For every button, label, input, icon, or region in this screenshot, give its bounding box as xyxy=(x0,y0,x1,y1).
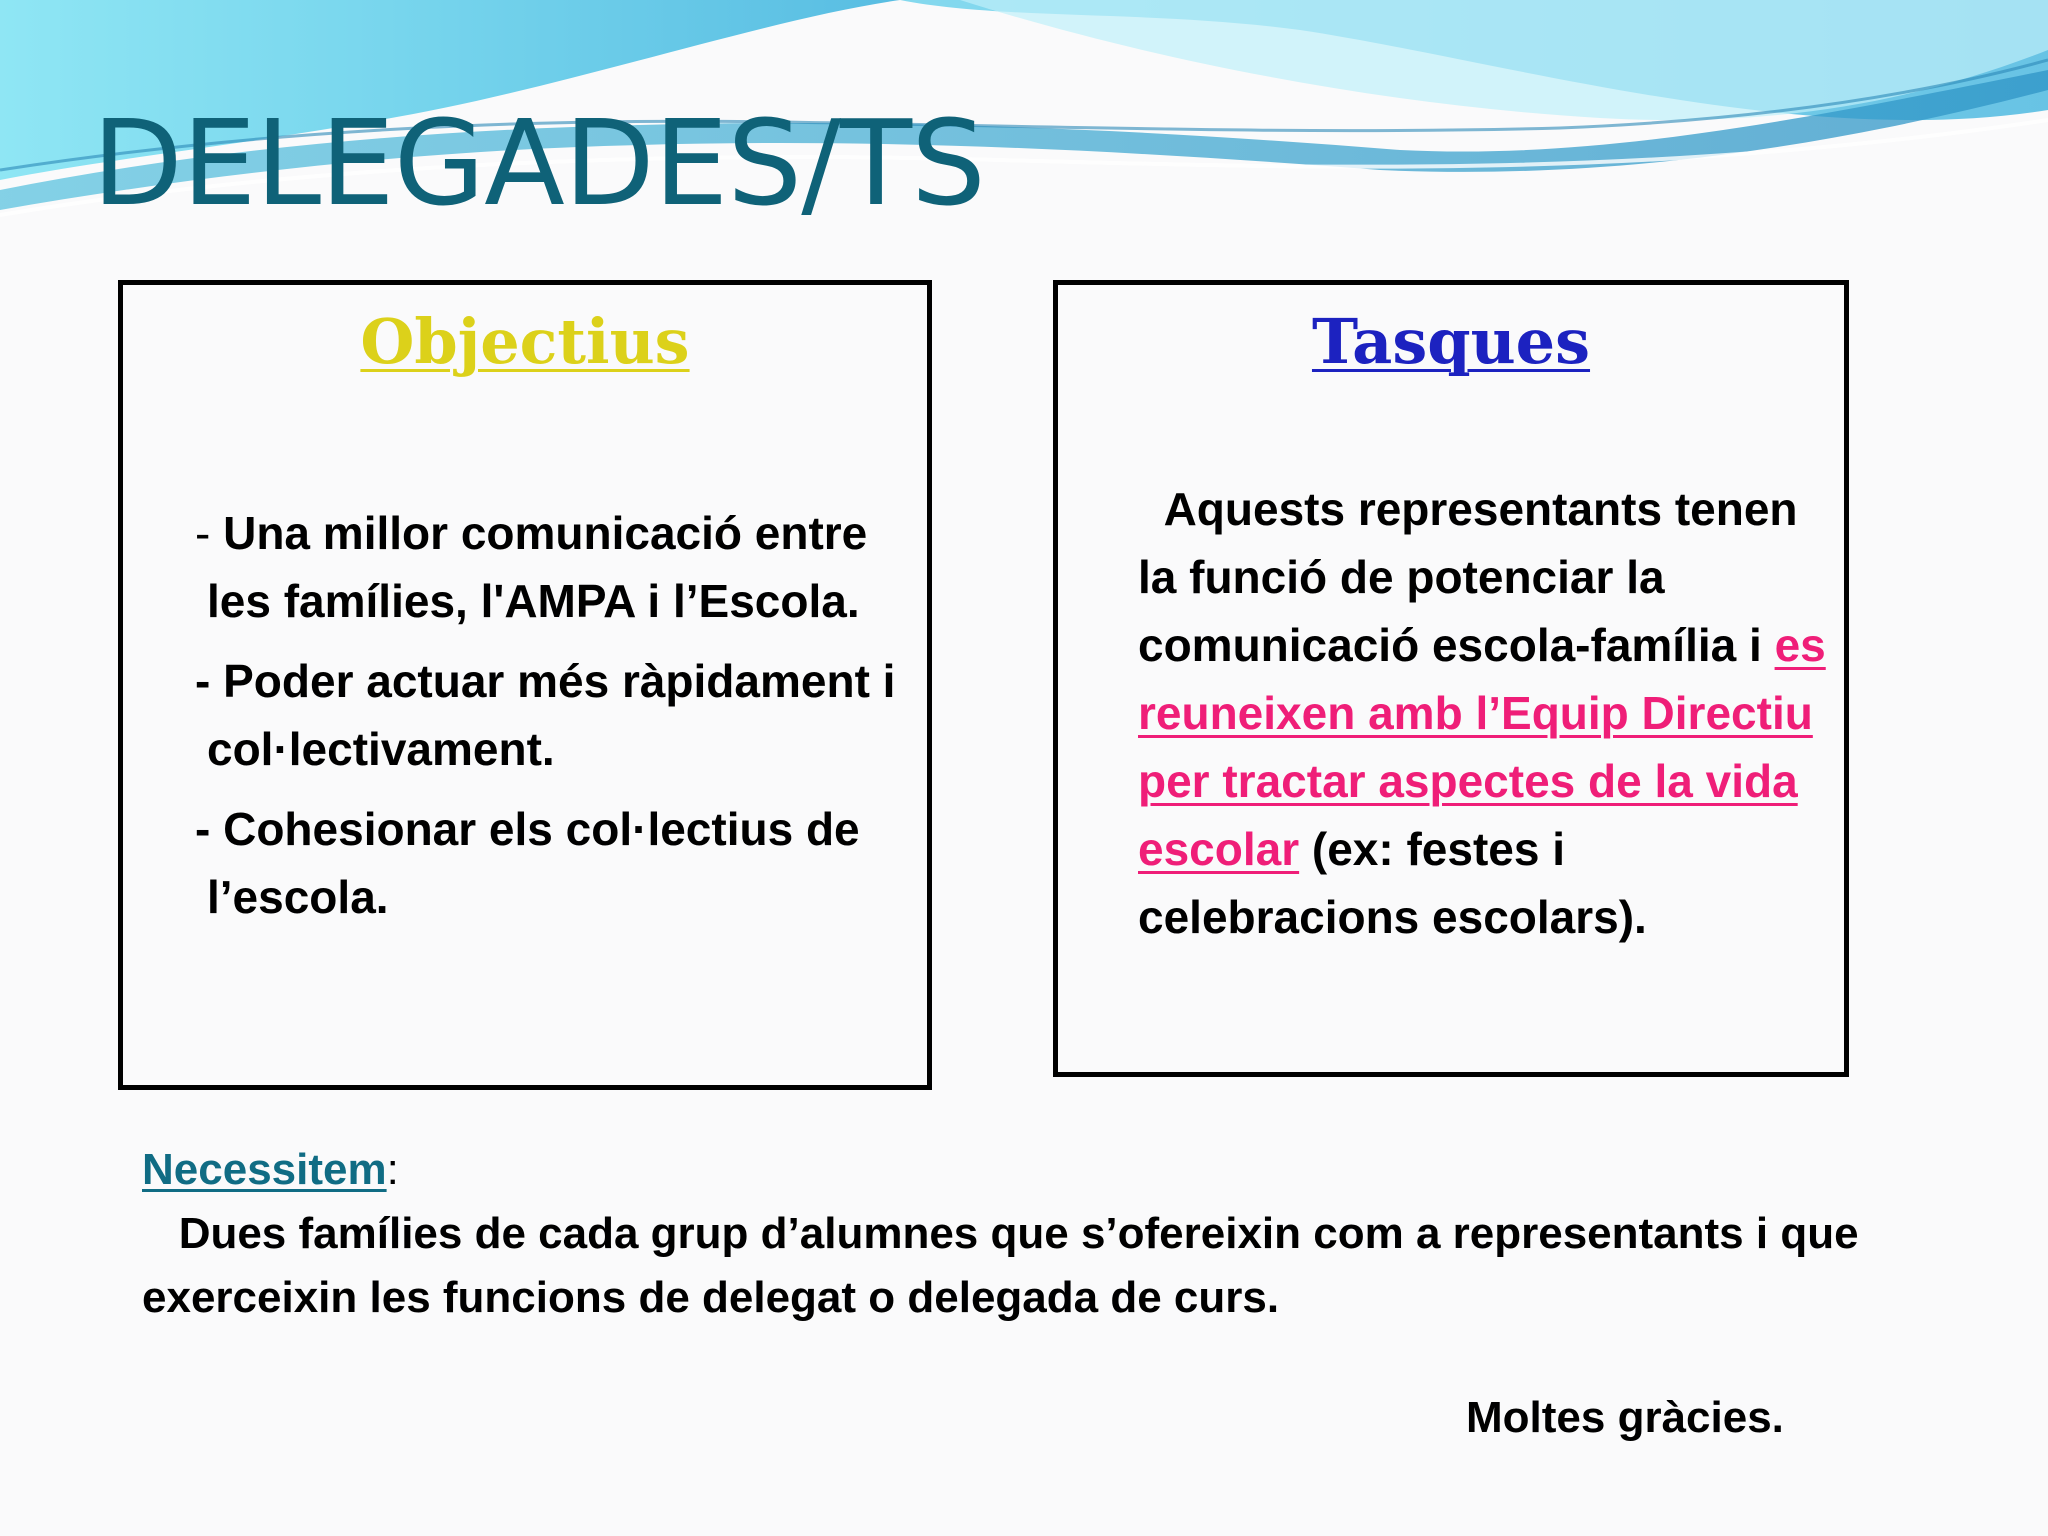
necessitem-section xyxy=(142,1138,1942,1330)
list-item: - Una millor comunicació entre les famílies, l'AMPA i l’Escola. xyxy=(195,507,868,627)
closing-text: Moltes gràcies. xyxy=(1466,1393,1784,1442)
list-item: - Cohesionar els col·lectius de l’escola. xyxy=(195,803,860,923)
necessitem-colon: : xyxy=(386,1145,399,1194)
slide-title: DELEGADES/TS xyxy=(92,94,985,232)
tasques-text-after: (ex: festes i celebracions escolars). xyxy=(1138,823,1647,943)
tasques-paragraph xyxy=(1138,475,1828,951)
necessitem-label: Necessitem xyxy=(142,1145,387,1194)
tasques-text-before: Aquests representants tenen la funció de potenciar la comunicació escola-família i xyxy=(1138,483,1798,671)
tasques-box xyxy=(1053,280,1849,1077)
objectius-list xyxy=(195,499,925,943)
tasques-highlight: es reuneixen amb l’Equip Directiu per tractar aspectes de la vida escolar xyxy=(1138,619,1826,875)
objectius-box xyxy=(118,280,932,1090)
necessitem-body: Dues famílies de cada grup d’alumnes que s’ofereixin com a representants i que exerceixin les funcions de delegat o delegada de curs. xyxy=(142,1209,1859,1322)
tasques-heading: Tasques xyxy=(1311,305,1591,378)
objectius-heading: Objectius xyxy=(360,305,690,378)
list-item: - Poder actuar més ràpidament i col·lectivament. xyxy=(195,655,896,775)
